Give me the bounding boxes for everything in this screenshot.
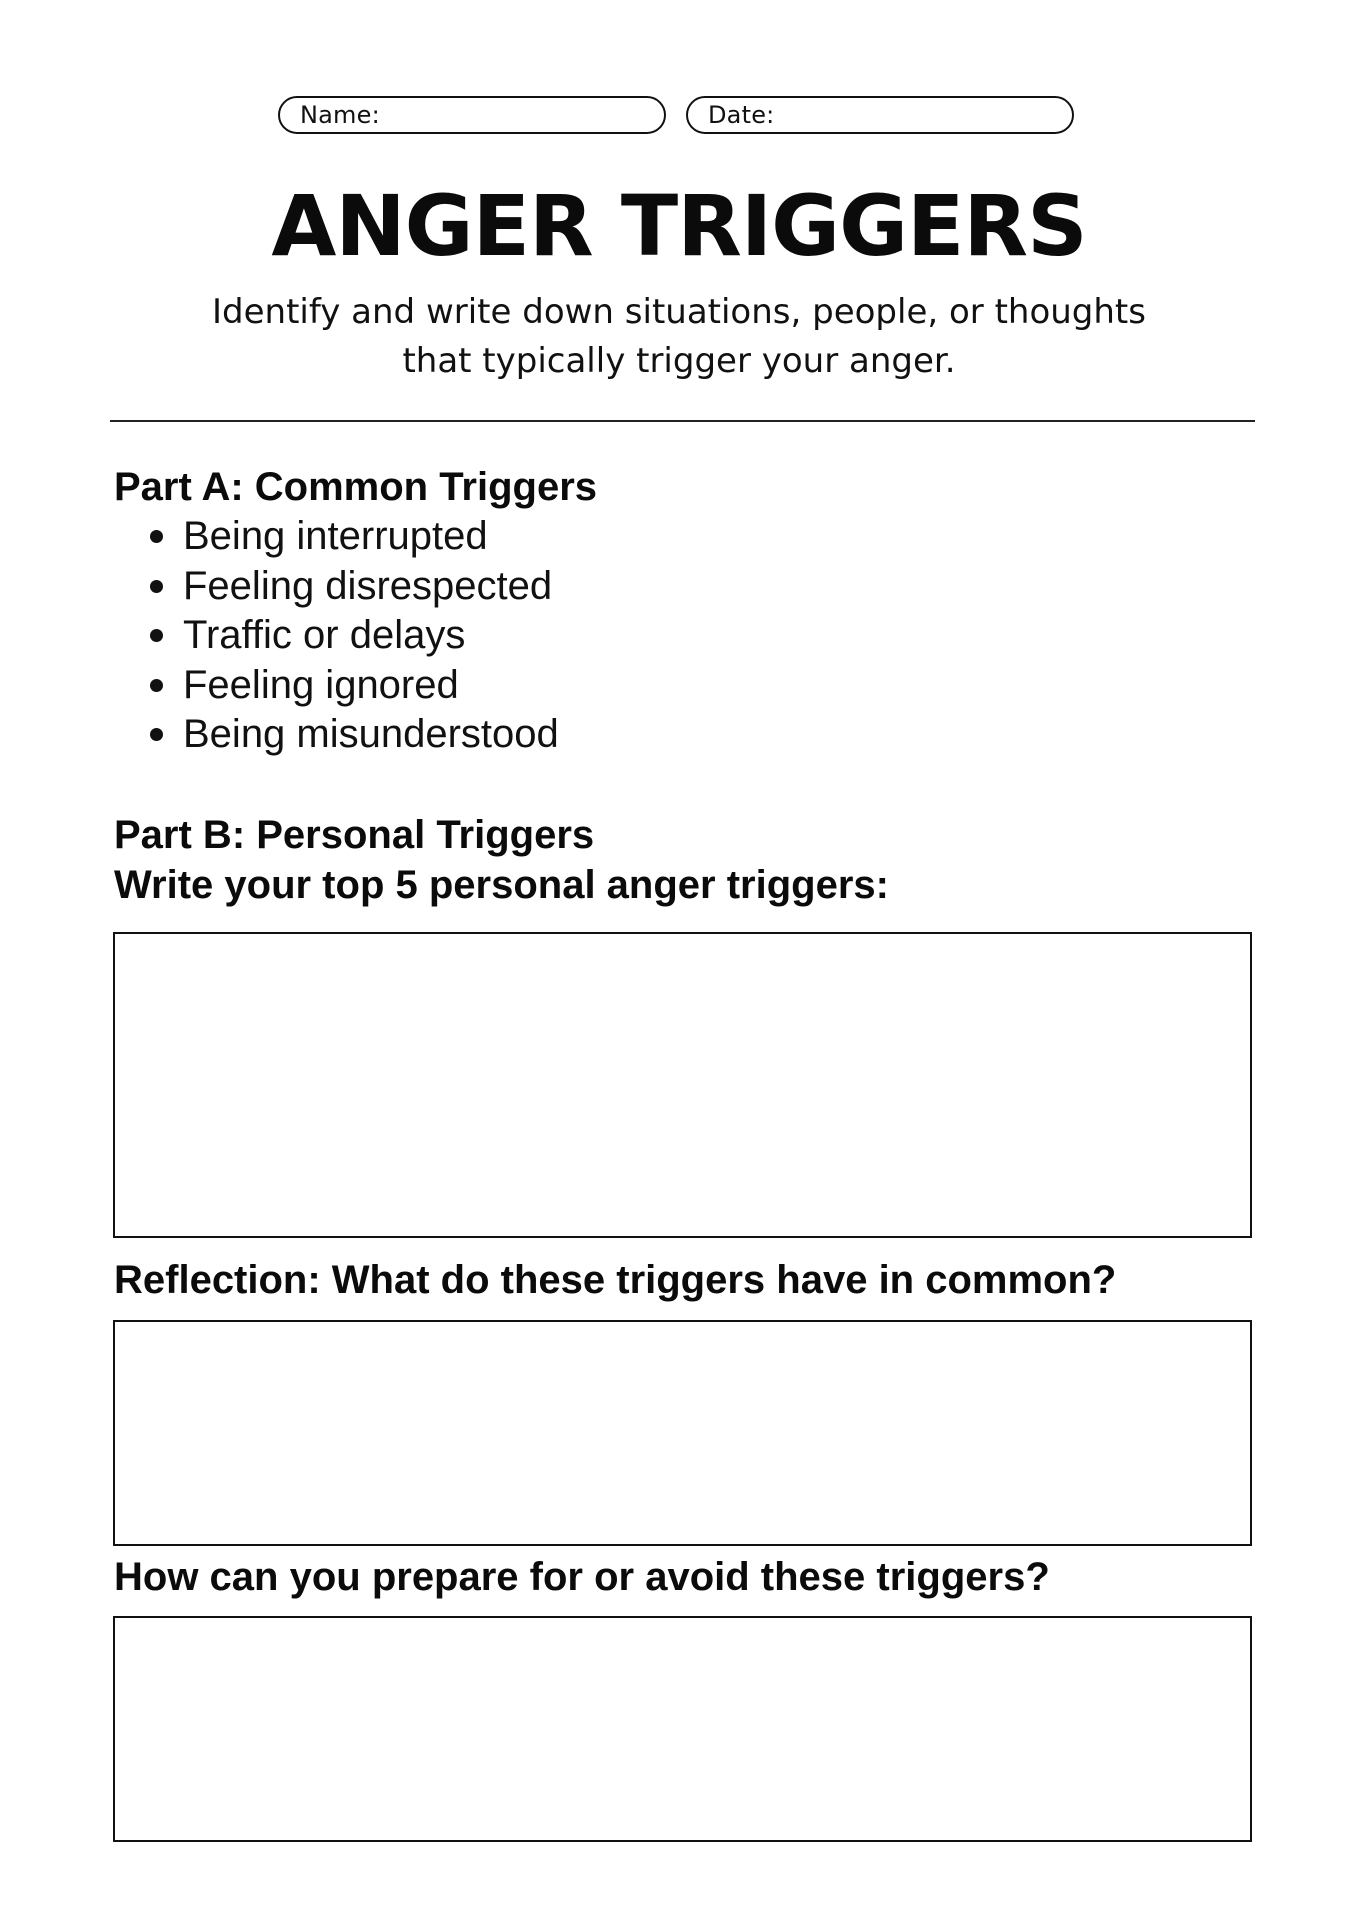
list-item [150,611,559,661]
prepare-answer-box[interactable] [113,1616,1252,1842]
prepare-heading: How can you prepare for or avoid these triggers? [114,1555,1050,1599]
part-a-heading: Part A: Common Triggers [114,465,598,509]
part-b-prompt: Write your top 5 personal anger triggers: [114,863,889,907]
reflection-answer-box[interactable] [113,1320,1252,1546]
page-title: ANGER TRIGGERS [271,177,1087,275]
bullet-icon [150,728,163,741]
list-item [150,512,559,562]
subtitle-line-2: that typically trigger your anger. [402,341,956,381]
reflection-heading: Reflection: What do these triggers have in common? [114,1258,1117,1302]
common-triggers-list [150,512,559,760]
subtitle-line-1: Identify and write down situations, people, or thoughts [212,292,1146,332]
bullet-icon [150,580,163,593]
date-field[interactable] [686,96,1074,134]
name-label: Name: [300,101,380,129]
list-item-text: Traffic or delays [183,613,466,658]
bullet-icon [150,629,163,642]
bullet-icon [150,679,163,692]
personal-triggers-answer-box[interactable] [113,932,1252,1238]
page-subtitle [100,288,1258,386]
bullet-icon [150,530,163,543]
list-item-text: Feeling ignored [183,662,459,707]
list-item-text: Feeling disrespected [183,563,553,608]
list-item-text: Being interrupted [183,514,488,559]
divider [110,420,1255,422]
list-item [150,661,559,711]
date-label: Date: [708,101,775,129]
list-item-text: Being misunderstood [183,712,559,757]
list-item [150,710,559,760]
name-field[interactable] [278,96,666,134]
part-b-heading: Part B: Personal Triggers [114,813,595,857]
list-item [150,562,559,612]
